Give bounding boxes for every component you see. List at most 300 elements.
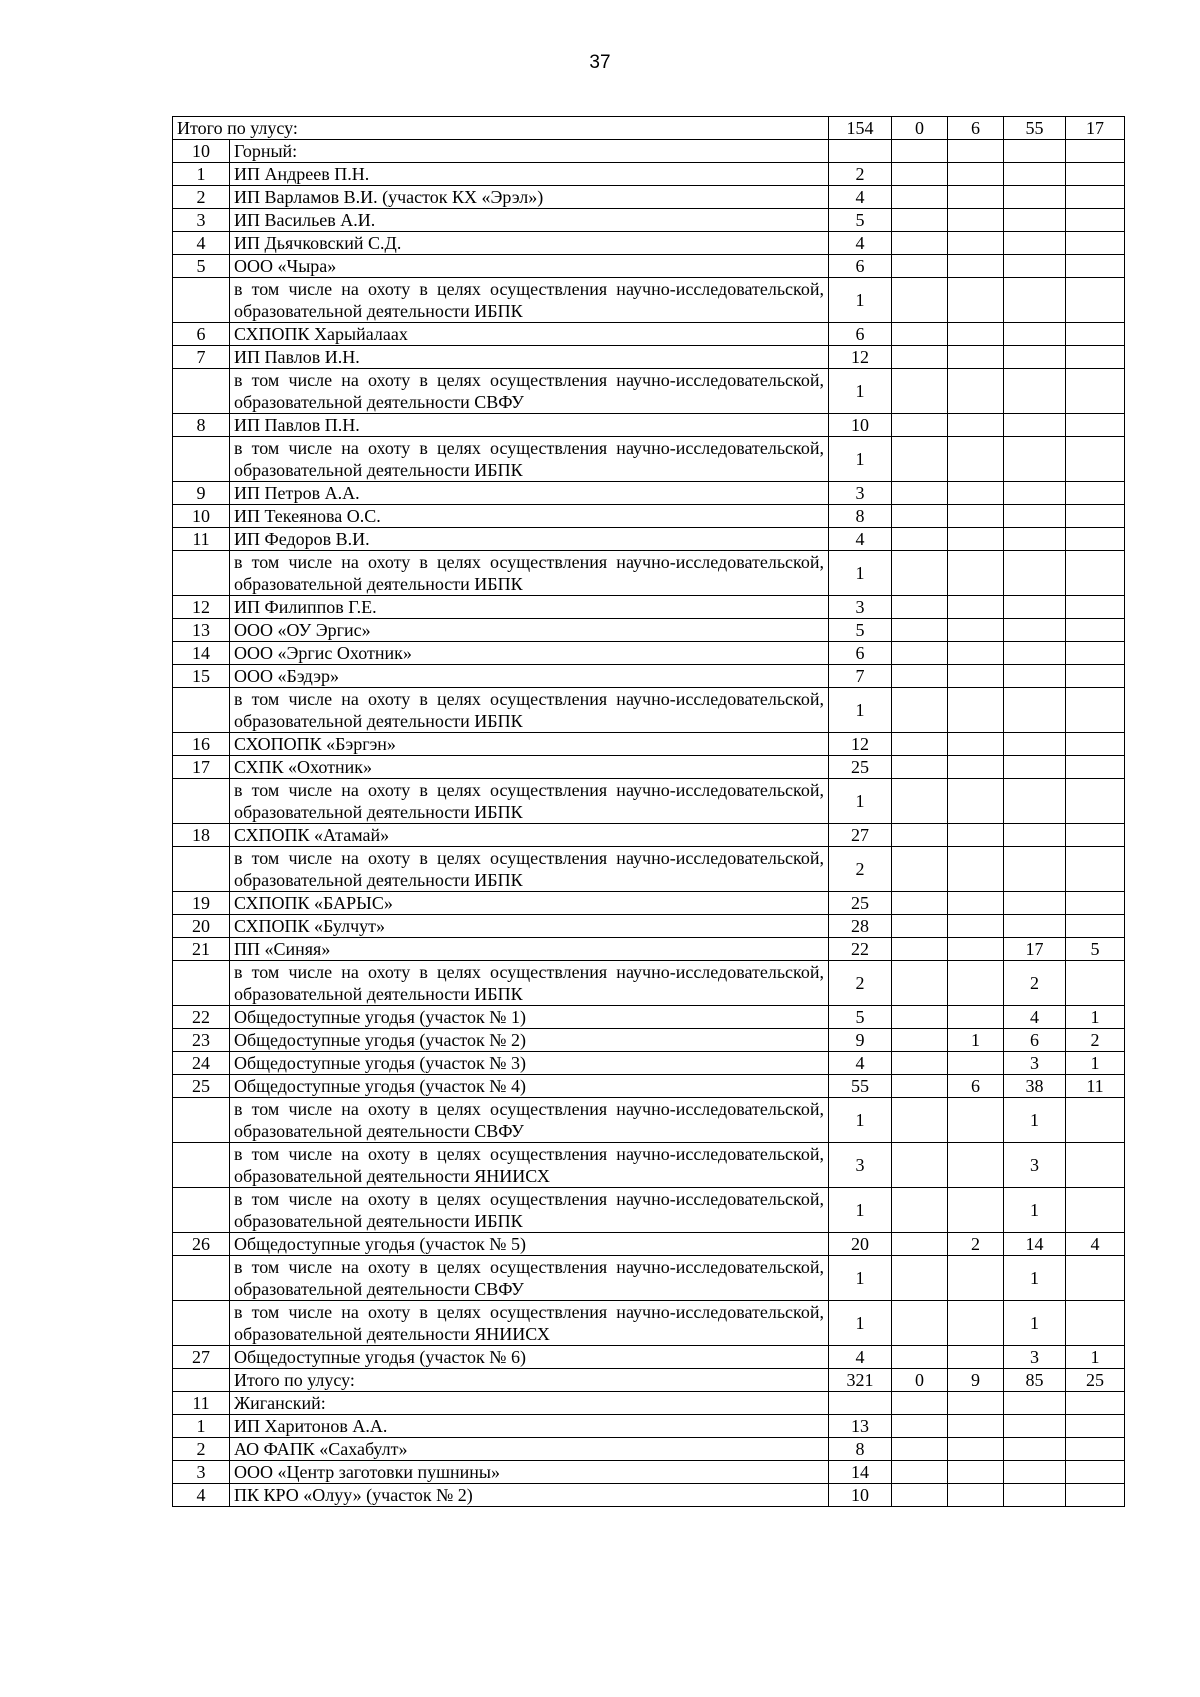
value-cell-1: 28 — [829, 915, 892, 938]
row-name: СХПОПК Харыйалаах — [230, 323, 829, 346]
value-cell-4 — [1004, 505, 1066, 528]
value-cell-3 — [948, 1006, 1004, 1029]
subrow-description: в том числе на охоту в целях осуществления научно-исследовательской, образовательной деятельности ИБПК — [230, 961, 829, 1006]
value-cell-2 — [892, 140, 948, 163]
value-cell-5 — [1066, 278, 1125, 323]
value-cell-2 — [892, 1029, 948, 1052]
value-cell-1: 13 — [829, 1415, 892, 1438]
value-cell-1: 6 — [829, 255, 892, 278]
value-cell-1: 12 — [829, 346, 892, 369]
row-number: 10 — [173, 505, 230, 528]
value-cell-3 — [948, 1052, 1004, 1075]
row-number: 20 — [173, 915, 230, 938]
row-name: ООО «Центр заготовки пушнины» — [230, 1461, 829, 1484]
row-name: СХОПОПК «Бэргэн» — [230, 733, 829, 756]
value-cell-3 — [948, 824, 1004, 847]
value-cell-3 — [948, 140, 1004, 163]
value-cell-2 — [892, 505, 948, 528]
value-cell-5 — [1066, 824, 1125, 847]
row-name: Общедоступные угодья (участок № 5) — [230, 1233, 829, 1256]
subrow — [173, 437, 1125, 482]
row-number — [173, 847, 230, 892]
subrow-description: в том числе на охоту в целях осуществления научно-исследовательской, образовательной деятельности СВФУ — [230, 1098, 829, 1143]
row-number: 2 — [173, 1438, 230, 1461]
row-name: ИП Павлов П.Н. — [230, 414, 829, 437]
value-cell-5 — [1066, 528, 1125, 551]
value-cell-5: 25 — [1066, 1369, 1125, 1392]
value-cell-1: 6 — [829, 642, 892, 665]
value-cell-2 — [892, 1188, 948, 1233]
value-cell-2 — [892, 186, 948, 209]
total-label: Итого по улусу: — [173, 117, 829, 140]
table-row — [173, 733, 1125, 756]
value-cell-5 — [1066, 551, 1125, 596]
row-name: Общедоступные угодья (участок № 2) — [230, 1029, 829, 1052]
row-name: ИП Текеянова О.С. — [230, 505, 829, 528]
row-name: СХПК «Охотник» — [230, 756, 829, 779]
value-cell-2 — [892, 369, 948, 414]
subrow — [173, 1188, 1125, 1233]
row-number — [173, 1188, 230, 1233]
table-row — [173, 1029, 1125, 1052]
value-cell-2 — [892, 938, 948, 961]
value-cell-4: 14 — [1004, 1233, 1066, 1256]
value-cell-1: 3 — [829, 1143, 892, 1188]
row-number: 3 — [173, 1461, 230, 1484]
value-cell-5 — [1066, 482, 1125, 505]
row-number: 24 — [173, 1052, 230, 1075]
row-number: 8 — [173, 414, 230, 437]
row-name: ООО «Чыра» — [230, 255, 829, 278]
row-number: 4 — [173, 232, 230, 255]
value-cell-2 — [892, 961, 948, 1006]
value-cell-4 — [1004, 278, 1066, 323]
value-cell-2 — [892, 1392, 948, 1415]
value-cell-2: 0 — [892, 117, 948, 140]
value-cell-4 — [1004, 1438, 1066, 1461]
row-number: 18 — [173, 824, 230, 847]
value-cell-2 — [892, 1484, 948, 1507]
table-row — [173, 140, 1125, 163]
value-cell-5 — [1066, 847, 1125, 892]
value-cell-1: 5 — [829, 209, 892, 232]
value-cell-2 — [892, 1075, 948, 1098]
value-cell-2 — [892, 278, 948, 323]
value-cell-5 — [1066, 642, 1125, 665]
value-cell-4 — [1004, 414, 1066, 437]
value-cell-4: 1 — [1004, 1301, 1066, 1346]
value-cell-1: 25 — [829, 756, 892, 779]
table-row — [173, 1006, 1125, 1029]
value-cell-2 — [892, 688, 948, 733]
value-cell-3 — [948, 551, 1004, 596]
subrow-description: в том числе на охоту в целях осуществления научно-исследовательской, образовательной деятельности ИБПК — [230, 779, 829, 824]
value-cell-5 — [1066, 1143, 1125, 1188]
value-cell-1: 3 — [829, 482, 892, 505]
value-cell-3 — [948, 232, 1004, 255]
table-row — [173, 1461, 1125, 1484]
value-cell-4 — [1004, 892, 1066, 915]
value-cell-3 — [948, 528, 1004, 551]
table-row — [173, 938, 1125, 961]
row-number: 4 — [173, 1484, 230, 1507]
value-cell-2 — [892, 824, 948, 847]
value-cell-2 — [892, 756, 948, 779]
value-cell-5 — [1066, 1461, 1125, 1484]
row-number — [173, 1301, 230, 1346]
value-cell-5 — [1066, 1392, 1125, 1415]
row-number: 15 — [173, 665, 230, 688]
value-cell-4 — [1004, 528, 1066, 551]
value-cell-5 — [1066, 1098, 1125, 1143]
value-cell-3: 2 — [948, 1233, 1004, 1256]
value-cell-4 — [1004, 209, 1066, 232]
value-cell-4 — [1004, 1461, 1066, 1484]
value-cell-4 — [1004, 437, 1066, 482]
value-cell-1: 9 — [829, 1029, 892, 1052]
row-name: АО ФАПК «Сахабулт» — [230, 1438, 829, 1461]
value-cell-4: 3 — [1004, 1143, 1066, 1188]
value-cell-1: 321 — [829, 1369, 892, 1392]
value-cell-4: 1 — [1004, 1188, 1066, 1233]
value-cell-1: 25 — [829, 892, 892, 915]
row-number: 25 — [173, 1075, 230, 1098]
table-row — [173, 596, 1125, 619]
subrow-description: в том числе на охоту в целях осуществления научно-исследовательской, образовательной деятельности ИБПК — [230, 688, 829, 733]
subrow-description: в том числе на охоту в целях осуществления научно-исследовательской, образовательной деятельности СВФУ — [230, 369, 829, 414]
row-number: 1 — [173, 163, 230, 186]
value-cell-5: 5 — [1066, 938, 1125, 961]
value-cell-3 — [948, 596, 1004, 619]
value-cell-2 — [892, 733, 948, 756]
table-row — [173, 1415, 1125, 1438]
value-cell-3 — [948, 209, 1004, 232]
value-cell-1: 1 — [829, 688, 892, 733]
value-cell-3 — [948, 1461, 1004, 1484]
value-cell-5 — [1066, 186, 1125, 209]
row-name: Общедоступные угодья (участок № 3) — [230, 1052, 829, 1075]
value-cell-2 — [892, 915, 948, 938]
value-cell-3 — [948, 1188, 1004, 1233]
subrow — [173, 961, 1125, 1006]
value-cell-4: 3 — [1004, 1052, 1066, 1075]
row-name: ООО «Бэдэр» — [230, 665, 829, 688]
subrow — [173, 1256, 1125, 1301]
table-row — [173, 1369, 1125, 1392]
value-cell-3 — [948, 961, 1004, 1006]
value-cell-2 — [892, 1052, 948, 1075]
value-cell-4: 1 — [1004, 1098, 1066, 1143]
value-cell-1: 3 — [829, 596, 892, 619]
value-cell-1: 4 — [829, 186, 892, 209]
row-number: 13 — [173, 619, 230, 642]
value-cell-4: 1 — [1004, 1256, 1066, 1301]
value-cell-4 — [1004, 232, 1066, 255]
value-cell-5: 11 — [1066, 1075, 1125, 1098]
value-cell-1: 55 — [829, 1075, 892, 1098]
value-cell-1: 5 — [829, 1006, 892, 1029]
value-cell-3 — [948, 847, 1004, 892]
value-cell-2 — [892, 163, 948, 186]
value-cell-5 — [1066, 346, 1125, 369]
value-cell-5 — [1066, 505, 1125, 528]
subrow — [173, 278, 1125, 323]
value-cell-3 — [948, 369, 1004, 414]
table-row — [173, 892, 1125, 915]
value-cell-4 — [1004, 1484, 1066, 1507]
value-cell-4: 3 — [1004, 1346, 1066, 1369]
value-cell-4 — [1004, 551, 1066, 596]
value-cell-4 — [1004, 642, 1066, 665]
row-number: 9 — [173, 482, 230, 505]
value-cell-1: 2 — [829, 961, 892, 1006]
row-number — [173, 1256, 230, 1301]
value-cell-3 — [948, 505, 1004, 528]
row-name: Общедоступные угодья (участок № 6) — [230, 1346, 829, 1369]
row-number: 2 — [173, 186, 230, 209]
row-name: ИП Васильев А.И. — [230, 209, 829, 232]
row-name: ООО «ОУ Эргис» — [230, 619, 829, 642]
value-cell-5 — [1066, 1484, 1125, 1507]
value-cell-2 — [892, 437, 948, 482]
row-name: ИП Филиппов Г.Е. — [230, 596, 829, 619]
value-cell-4: 17 — [1004, 938, 1066, 961]
table-row — [173, 1346, 1125, 1369]
value-cell-2 — [892, 1461, 948, 1484]
row-name: ИП Харитонов А.А. — [230, 1415, 829, 1438]
value-cell-2 — [892, 642, 948, 665]
value-cell-4 — [1004, 847, 1066, 892]
value-cell-4: 6 — [1004, 1029, 1066, 1052]
value-cell-4 — [1004, 619, 1066, 642]
value-cell-5 — [1066, 1301, 1125, 1346]
table-row — [173, 323, 1125, 346]
value-cell-3 — [948, 779, 1004, 824]
value-cell-3 — [948, 1346, 1004, 1369]
value-cell-5 — [1066, 1188, 1125, 1233]
value-cell-2 — [892, 1301, 948, 1346]
row-number: 14 — [173, 642, 230, 665]
value-cell-3 — [948, 414, 1004, 437]
value-cell-4 — [1004, 482, 1066, 505]
value-cell-5 — [1066, 688, 1125, 733]
value-cell-3 — [948, 1484, 1004, 1507]
subrow — [173, 1301, 1125, 1346]
row-number — [173, 369, 230, 414]
row-name: Общедоступные угодья (участок № 1) — [230, 1006, 829, 1029]
value-cell-1: 4 — [829, 1346, 892, 1369]
value-cell-2 — [892, 665, 948, 688]
table-row — [173, 915, 1125, 938]
value-cell-1: 1 — [829, 437, 892, 482]
value-cell-1: 7 — [829, 665, 892, 688]
row-number: 10 — [173, 140, 230, 163]
table-body — [173, 117, 1125, 1507]
value-cell-5 — [1066, 756, 1125, 779]
row-number — [173, 551, 230, 596]
value-cell-1: 1 — [829, 1256, 892, 1301]
row-number — [173, 1143, 230, 1188]
table-row — [173, 756, 1125, 779]
value-cell-3 — [948, 892, 1004, 915]
value-cell-1: 27 — [829, 824, 892, 847]
row-number: 19 — [173, 892, 230, 915]
table-row — [173, 1052, 1125, 1075]
value-cell-4 — [1004, 186, 1066, 209]
value-cell-3 — [948, 1415, 1004, 1438]
value-cell-5 — [1066, 209, 1125, 232]
value-cell-2 — [892, 619, 948, 642]
value-cell-3 — [948, 482, 1004, 505]
value-cell-5: 1 — [1066, 1052, 1125, 1075]
value-cell-1: 1 — [829, 1188, 892, 1233]
row-number — [173, 779, 230, 824]
row-number — [173, 688, 230, 733]
value-cell-4 — [1004, 1392, 1066, 1415]
row-number — [173, 961, 230, 1006]
value-cell-3 — [948, 938, 1004, 961]
total-row — [173, 117, 1125, 140]
value-cell-4 — [1004, 323, 1066, 346]
value-cell-3 — [948, 1143, 1004, 1188]
row-name: ИП Дьячковский С.Д. — [230, 232, 829, 255]
value-cell-3: 6 — [948, 117, 1004, 140]
row-number: 5 — [173, 255, 230, 278]
value-cell-1: 4 — [829, 528, 892, 551]
value-cell-2 — [892, 892, 948, 915]
value-cell-1: 1 — [829, 1098, 892, 1143]
value-cell-1: 8 — [829, 1438, 892, 1461]
value-cell-1: 1 — [829, 779, 892, 824]
subrow — [173, 847, 1125, 892]
value-cell-4: 38 — [1004, 1075, 1066, 1098]
value-cell-3 — [948, 346, 1004, 369]
value-cell-4: 85 — [1004, 1369, 1066, 1392]
value-cell-1: 5 — [829, 619, 892, 642]
value-cell-2 — [892, 1415, 948, 1438]
value-cell-3 — [948, 915, 1004, 938]
row-number: 12 — [173, 596, 230, 619]
value-cell-5 — [1066, 414, 1125, 437]
value-cell-1: 1 — [829, 369, 892, 414]
value-cell-3 — [948, 278, 1004, 323]
value-cell-5 — [1066, 255, 1125, 278]
value-cell-1: 14 — [829, 1461, 892, 1484]
value-cell-2 — [892, 1098, 948, 1143]
value-cell-2: 0 — [892, 1369, 948, 1392]
table-row — [173, 642, 1125, 665]
value-cell-3 — [948, 665, 1004, 688]
value-cell-3 — [948, 1301, 1004, 1346]
value-cell-3 — [948, 619, 1004, 642]
page-number: 37 — [589, 52, 611, 73]
value-cell-4 — [1004, 688, 1066, 733]
value-cell-5 — [1066, 323, 1125, 346]
value-cell-5 — [1066, 1256, 1125, 1301]
value-cell-4 — [1004, 140, 1066, 163]
table-row — [173, 232, 1125, 255]
value-cell-4 — [1004, 915, 1066, 938]
table-row — [173, 1438, 1125, 1461]
value-cell-2 — [892, 1006, 948, 1029]
value-cell-1: 4 — [829, 232, 892, 255]
table-row — [173, 163, 1125, 186]
value-cell-5 — [1066, 779, 1125, 824]
value-cell-4 — [1004, 665, 1066, 688]
subrow-description: в том числе на охоту в целях осуществления научно-исследовательской, образовательной деятельности ИБПК — [230, 1188, 829, 1233]
row-name: СХПОПК «Булчут» — [230, 915, 829, 938]
value-cell-5 — [1066, 232, 1125, 255]
value-cell-2 — [892, 482, 948, 505]
table-row — [173, 824, 1125, 847]
value-cell-5: 1 — [1066, 1006, 1125, 1029]
value-cell-1: 12 — [829, 733, 892, 756]
row-number — [173, 1098, 230, 1143]
value-cell-2 — [892, 346, 948, 369]
row-name: Итого по улусу: — [230, 1369, 829, 1392]
row-number: 21 — [173, 938, 230, 961]
table-row — [173, 346, 1125, 369]
row-number: 17 — [173, 756, 230, 779]
value-cell-2 — [892, 1233, 948, 1256]
value-cell-4 — [1004, 756, 1066, 779]
value-cell-2 — [892, 414, 948, 437]
value-cell-4 — [1004, 733, 1066, 756]
subrow — [173, 779, 1125, 824]
row-name: Общедоступные угодья (участок № 4) — [230, 1075, 829, 1098]
value-cell-3 — [948, 255, 1004, 278]
table-row — [173, 1392, 1125, 1415]
value-cell-5 — [1066, 437, 1125, 482]
value-cell-4 — [1004, 369, 1066, 414]
subrow-description: в том числе на охоту в целях осуществления научно-исследовательской, образовательной деятельности СВФУ — [230, 1256, 829, 1301]
table-row — [173, 209, 1125, 232]
value-cell-3 — [948, 163, 1004, 186]
value-cell-1: 2 — [829, 847, 892, 892]
row-name: Жиганский: — [230, 1392, 829, 1415]
value-cell-1: 10 — [829, 1484, 892, 1507]
value-cell-4 — [1004, 163, 1066, 186]
row-number — [173, 437, 230, 482]
row-number: 6 — [173, 323, 230, 346]
value-cell-5 — [1066, 596, 1125, 619]
subrow — [173, 688, 1125, 733]
value-cell-5 — [1066, 733, 1125, 756]
row-number — [173, 278, 230, 323]
value-cell-5 — [1066, 619, 1125, 642]
value-cell-1: 154 — [829, 117, 892, 140]
row-number: 3 — [173, 209, 230, 232]
subrow — [173, 1143, 1125, 1188]
value-cell-3 — [948, 1098, 1004, 1143]
value-cell-5: 2 — [1066, 1029, 1125, 1052]
value-cell-2 — [892, 551, 948, 596]
value-cell-5: 4 — [1066, 1233, 1125, 1256]
value-cell-3 — [948, 323, 1004, 346]
table-row — [173, 1075, 1125, 1098]
row-number: 1 — [173, 1415, 230, 1438]
value-cell-2 — [892, 1143, 948, 1188]
value-cell-2 — [892, 232, 948, 255]
row-name: ПП «Синяя» — [230, 938, 829, 961]
value-cell-4 — [1004, 1415, 1066, 1438]
subrow-description: в том числе на охоту в целях осуществления научно-исследовательской, образовательной деятельности ИБПК — [230, 551, 829, 596]
value-cell-5 — [1066, 961, 1125, 1006]
table-row — [173, 255, 1125, 278]
value-cell-4 — [1004, 596, 1066, 619]
row-number: 26 — [173, 1233, 230, 1256]
row-name: ООО «Эргис Охотник» — [230, 642, 829, 665]
